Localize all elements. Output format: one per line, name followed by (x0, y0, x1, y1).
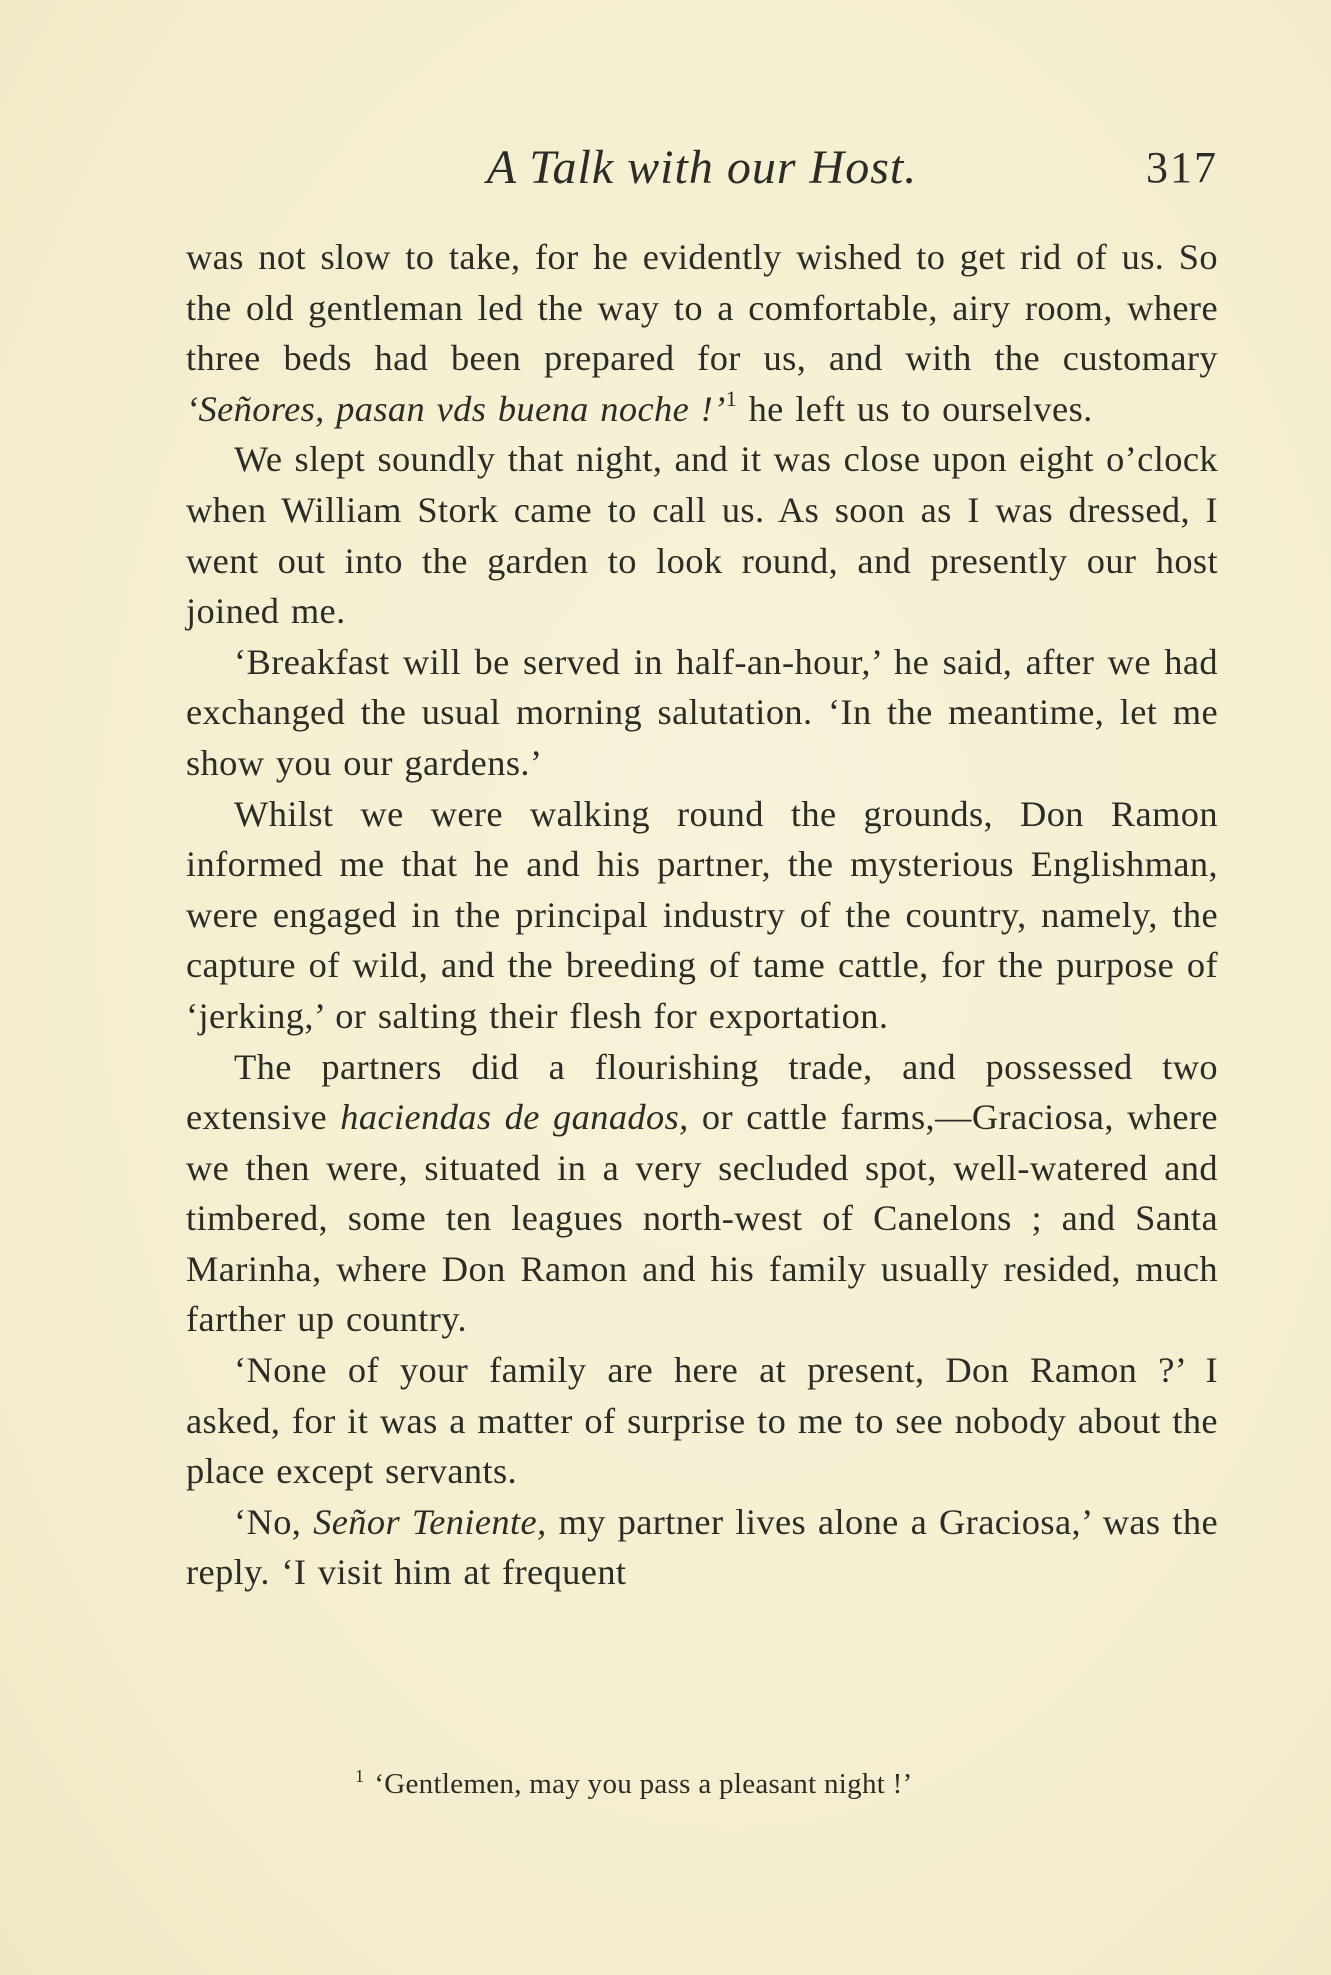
paragraph-4: Whilst we were walking round the grounds, Don Ramon informed me that he and his partner, the mysterious Englishman, were engaged in the principal industry of the country, namely, the capture of wild, and the breeding of tame cattle, for the purpose of ‘jerking,’ or salting their flesh for exportation. (186, 793, 1218, 1036)
paragraph-2: We slept soundly that night, and it was close upon eight o’clock when William Stork came to call us. As soon as I was dressed, I went out into the garden to look round, and presently our host joined me. (186, 439, 1218, 632)
paragraph-7-text-a: ‘No, (234, 1501, 314, 1542)
running-title: A Talk with our Host. (486, 141, 918, 194)
footnote-reference: 1 (725, 385, 738, 411)
paragraph-1 (186, 232, 1218, 434)
footnote (355, 1764, 1075, 1804)
paragraph-7 (186, 1497, 1218, 1598)
paragraph-5-text-a: The partners did a flourishing trade, and possessed two extensive (186, 1046, 1218, 1138)
page-number: 317 (1146, 143, 1218, 192)
paragraph-5-italic: haciendas de ganados, (340, 1097, 689, 1138)
paragraph-1-text-b: he left us to ourselves. (737, 388, 1093, 429)
paragraph-5 (186, 1042, 1218, 1346)
paragraph-7-italic: Señor Teniente, (313, 1501, 547, 1542)
paragraph-6: ‘None of your family are here at present, Don Ramon ?’ I asked, for it was a matter of surprise to me to see nobody about the place except servants. (186, 1350, 1218, 1492)
footnote-marker: 1 (355, 1766, 365, 1787)
paragraph-5-text-b: or cattle farms,—Graciosa, where we then were, situated in a very secluded spot, well-watered and timbered, some ten leagues north-west of Canelons ; and Santa Marinha, where Don Ramon and his family usually resided, much farther up country. (186, 1097, 1218, 1340)
paragraph-7-text-b: my partner lives alone a Graciosa,’ was the reply. ‘I visit him at frequent (186, 1501, 1219, 1593)
paragraph-1-italic: ‘Señores, pasan vds buena noche !’ (186, 388, 726, 429)
footnote-text: ‘Gentlemen, may you pass a pleasant night !’ (374, 1768, 913, 1800)
paragraph-3: ‘Breakfast will be served in half-an-hour,’ he said, after we had exchanged the usual morning salutation. ‘In the meantime, let me show you our gardens.’ (186, 641, 1218, 783)
paragraph-1-text-a: was not slow to take, for he evidently wished to get rid of us. So the old gentleman led the way to a comfortable, airy room, where three beds had been prepared for us, and with the customary (186, 237, 1218, 379)
running-head (186, 140, 1218, 200)
body-text (186, 232, 1218, 1598)
